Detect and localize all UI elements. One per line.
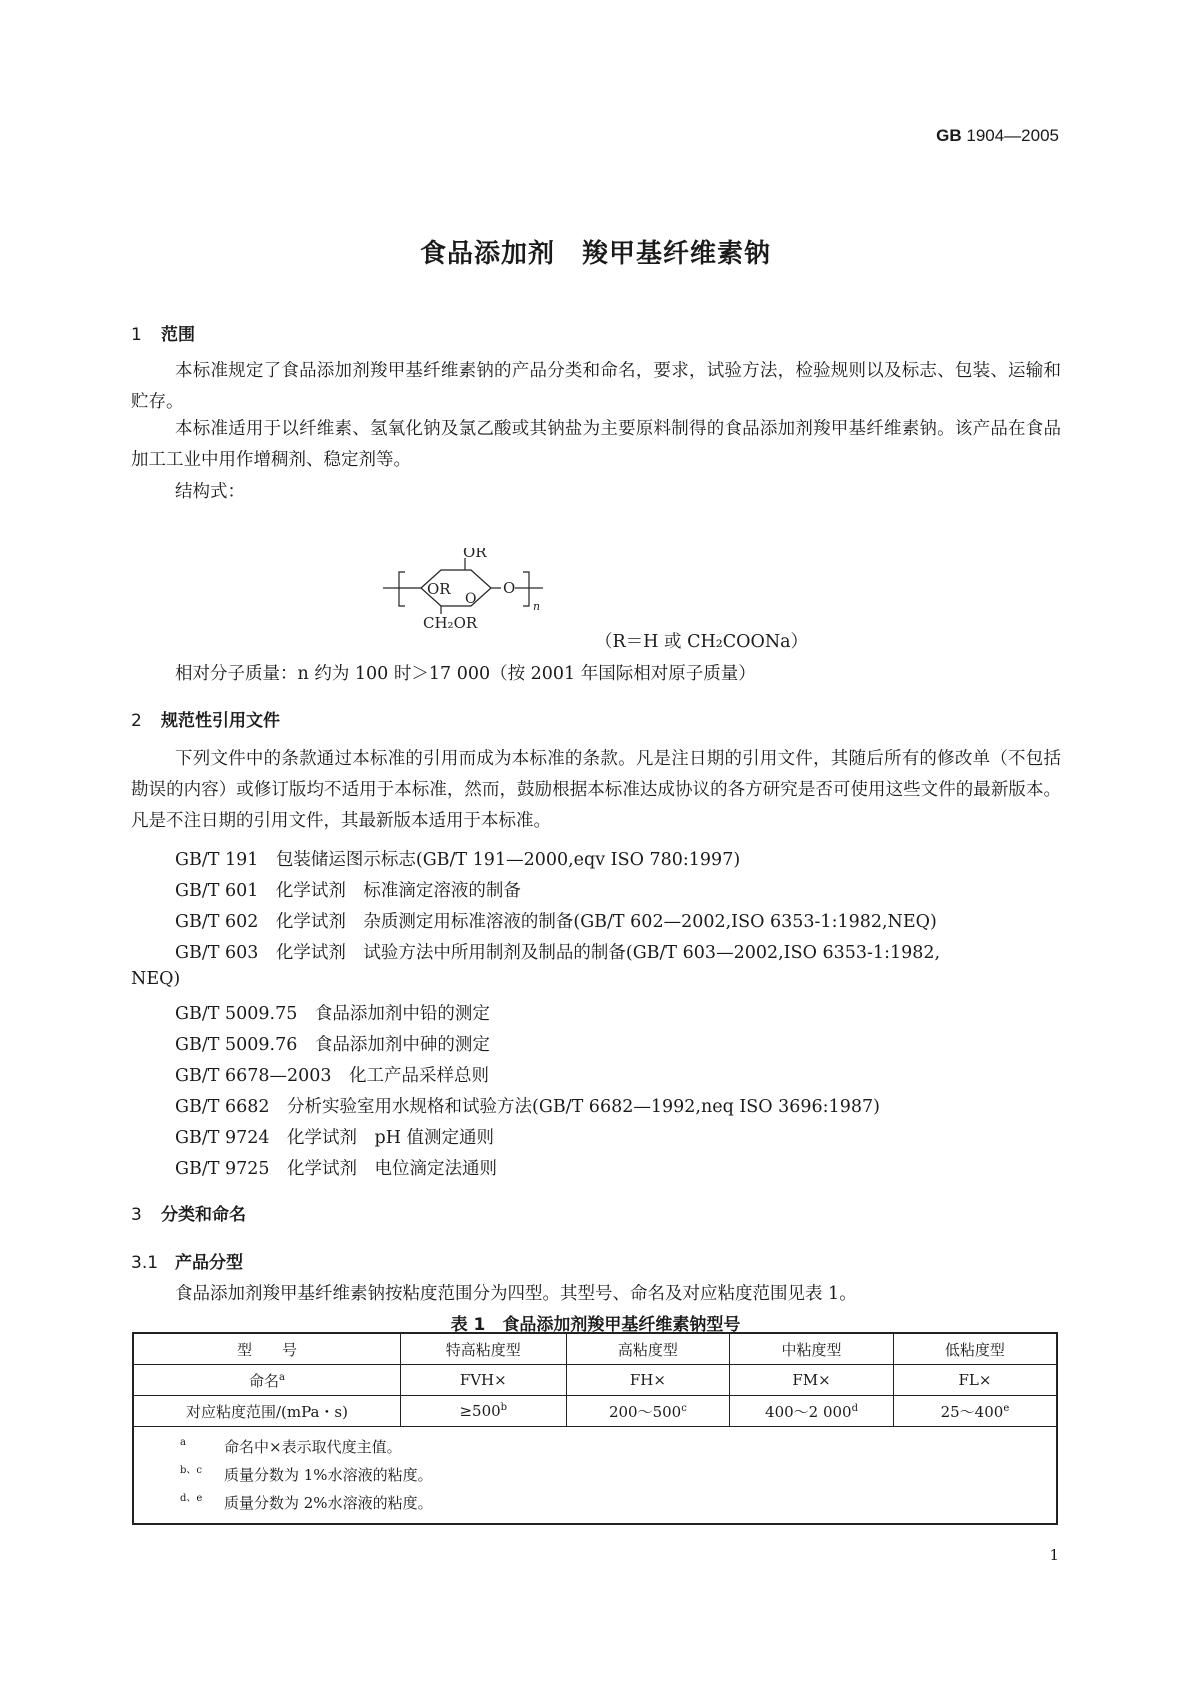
note-mark: a (180, 1437, 186, 1448)
footnote-ref: c (681, 1402, 687, 1414)
table-header-cell: 型 号 (133, 1333, 400, 1365)
table-notes (133, 1427, 1057, 1525)
table-note (180, 1433, 1056, 1461)
document-title: 食品添加剂 羧甲基纤维素钠 (419, 239, 771, 269)
table-notes-row (133, 1427, 1057, 1525)
formula-or-top: OR (463, 548, 487, 561)
note-text: 质量分数为 1%水溶液的粘度。 (224, 1466, 433, 1484)
section-title: 范围 (161, 325, 195, 345)
table-cell: FM× (730, 1365, 894, 1396)
s1-paragraph-2: 本标准适用于以纤维素、氢氧化钠及氯乙酸或其钠盐为主要原料制得的食品添加剂羧甲基纤维素钠。该产品在食品加工工业中用作增稠剂、稳定剂等。 (131, 419, 1061, 470)
s3-paragraph-1: 食品添加剂羧甲基纤维素钠按粘度范围分为四型。其型号、命名及对应粘度范围见表 1。 (175, 1284, 857, 1304)
subsection-title: 产品分型 (175, 1253, 243, 1273)
r-group-note: （R＝H 或 CH₂COONa） (595, 632, 809, 652)
formula-ch2or: CH₂OR (423, 614, 478, 630)
section-number: 2 (131, 711, 142, 731)
cell-value: 200～500 (608, 1402, 682, 1421)
table-note (180, 1461, 1056, 1489)
standard-number (936, 126, 1059, 146)
molecular-mass: 相对分子质量：n 约为 100 时＞17 000（按 2001 年国际相对原子质量） (175, 664, 756, 684)
ref-item: GB/T 6678—2003 化工产品采样总则 (175, 1066, 490, 1086)
table-cell: FVH× (400, 1365, 566, 1396)
table-cell: FL× (893, 1365, 1057, 1396)
s2-paragraph-1: 下列文件中的条款通过本标准的引用而成为本标准的条款。凡是注日期的引用文件，其随后所有的修改单（不包括勘误的内容）或修订版均不适用于本标准，然而，鼓励根据本标准达成协议的各方研究是否可使用这些文件的最新版本。凡是不注日期的引用文件，其最新版本适用于本标准。 (131, 749, 1061, 831)
ref-item: GB/T 603 化学试剂 试验方法中所用制剂及制品的制备(GB/T 603—2002,ISO 6353-1:1982, (175, 943, 941, 963)
table-header-cell: 中粘度型 (730, 1333, 894, 1365)
table-header-cell: 低粘度型 (893, 1333, 1057, 1365)
type-table (132, 1332, 1058, 1525)
ref-item: GB/T 5009.76 食品添加剂中砷的测定 (175, 1035, 490, 1055)
formula-or-left: OR (427, 580, 451, 598)
ref-item: GB/T 9725 化学试剂 电位滴定法通则 (175, 1159, 498, 1179)
note-text: 命名中×表示取代度主值。 (224, 1438, 402, 1456)
table-row-viscosity (133, 1396, 1057, 1427)
s1-paragraph-1: 本标准规定了食品添加剂羧甲基纤维素钠的产品分类和命名，要求，试验方法，检验规则以及标志、包装、运输和贮存。 (131, 361, 1061, 412)
footnote-ref: e (1003, 1402, 1010, 1414)
structural-formula (383, 548, 563, 634)
section-number: 1 (131, 325, 142, 345)
row-label (133, 1365, 400, 1396)
table-cell (566, 1396, 730, 1427)
table-cell: FH× (566, 1365, 730, 1396)
section-3-1-heading (131, 1248, 243, 1273)
footnote-ref: b (500, 1402, 508, 1413)
subsection-number: 3.1 (131, 1253, 159, 1273)
note-text: 质量分数为 2%水溶液的粘度。 (224, 1494, 433, 1512)
cell-value: ≥500 (459, 1402, 501, 1420)
formula-drawing (383, 548, 563, 630)
formula-o-link: O (503, 579, 516, 597)
section-1-heading (131, 320, 195, 345)
ref-item-wrap: NEQ) (131, 969, 181, 989)
standard-code: 1904—2005 (966, 126, 1059, 145)
ref-item: GB/T 602 化学试剂 杂质测定用标准溶液的制备(GB/T 602—2002,ISO 6353-1:1982,NEQ) (175, 912, 937, 932)
ref-item: GB/T 6682 分析实验室用水规格和试验方法(GB/T 6682—1992,neq ISO 3696:1987) (175, 1097, 880, 1117)
table-caption: 表 1 食品添加剂羧甲基纤维素钠型号 (450, 1315, 741, 1335)
footnote-ref: d (851, 1402, 859, 1414)
table-note (180, 1489, 1056, 1517)
row-label: 对应粘度范围/(mPa・s) (133, 1396, 400, 1427)
formula-o-ring: O (465, 591, 477, 607)
structure-label: 结构式： (175, 482, 245, 502)
note-mark: d、e (180, 1493, 203, 1504)
table-cell (893, 1396, 1057, 1427)
row-label-text: 命名 (248, 1371, 279, 1390)
section-number: 3 (131, 1205, 142, 1225)
footnote-ref: a (278, 1371, 285, 1383)
standard-prefix: GB (936, 126, 962, 145)
cell-value: 25～400 (940, 1402, 1004, 1421)
ref-item: GB/T 191 包装储运图示标志(GB/T 191—2000,eqv ISO 780:1997) (175, 850, 741, 870)
section-title: 规范性引用文件 (161, 711, 280, 731)
table-header-cell: 高粘度型 (566, 1333, 730, 1365)
ref-item: GB/T 9724 化学试剂 pH 值测定通则 (175, 1128, 495, 1148)
ref-item: GB/T 601 化学试剂 标准滴定溶液的制备 (175, 881, 521, 901)
page-number: 1 (1049, 1546, 1059, 1564)
section-2-heading (131, 706, 280, 731)
section-title: 分类和命名 (161, 1205, 246, 1225)
table-header-cell: 特高粘度型 (400, 1333, 566, 1365)
table-header-row (133, 1333, 1057, 1365)
table-cell (730, 1396, 894, 1427)
ref-item: GB/T 5009.75 食品添加剂中铅的测定 (175, 1004, 490, 1024)
section-3-heading (131, 1200, 246, 1225)
cell-value: 400～2 000 (765, 1402, 852, 1421)
formula-n: n (533, 600, 541, 613)
table-cell (400, 1396, 566, 1427)
table-row-name (133, 1365, 1057, 1396)
note-mark: b、c (180, 1465, 203, 1476)
